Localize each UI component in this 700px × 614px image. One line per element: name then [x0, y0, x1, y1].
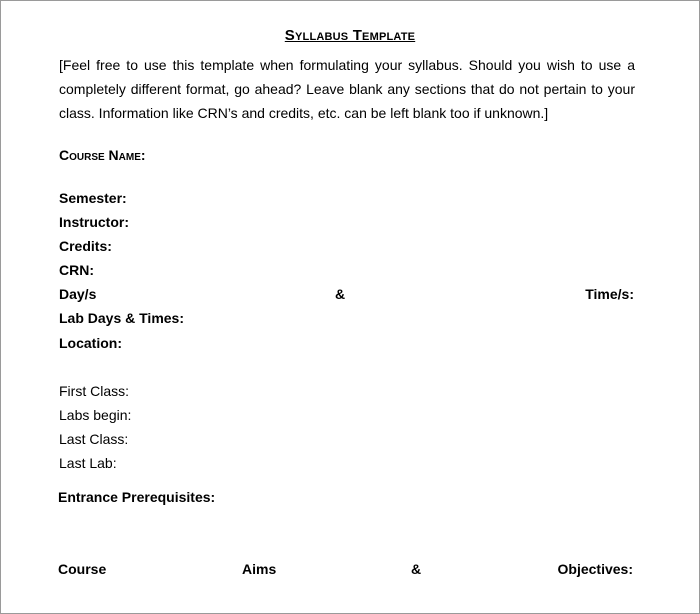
course-name-label: Course Name: — [59, 147, 146, 163]
aims-course-word: Course — [58, 561, 107, 577]
document-title: Syllabus Template — [284, 27, 416, 44]
aims-ampersand: & — [411, 561, 422, 577]
first-class-label: First Class: — [59, 383, 129, 399]
labs-begin-label: Labs begin: — [59, 407, 132, 423]
lab-days-times-label: Lab Days & Times: — [59, 310, 185, 326]
aims-aims-word: Aims — [242, 561, 277, 577]
instructor-label: Instructor: — [59, 214, 129, 230]
credits-label: Credits: — [59, 238, 112, 254]
location-label: Location: — [59, 335, 122, 351]
last-lab-label: Last Lab: — [59, 455, 117, 471]
semester-label: Semester: — [59, 190, 127, 206]
days-ampersand: & — [335, 286, 346, 302]
times-label: Time/s: — [585, 286, 634, 302]
days-label: Day/s — [59, 286, 97, 302]
aims-objectives-word: Objectives: — [557, 561, 633, 577]
last-class-label: Last Class: — [59, 431, 129, 447]
crn-label: CRN: — [59, 262, 94, 278]
prerequisites-label: Entrance Prerequisites: — [58, 489, 216, 505]
intro-paragraph: [Feel free to use this template when formulating your syllabus. Should you wish to use a completely different format, go ahead? Leave blank any sections that do not pertain to your class. Information like CRN’s and credits, etc. can be left blank too if unknown.] — [59, 57, 635, 121]
